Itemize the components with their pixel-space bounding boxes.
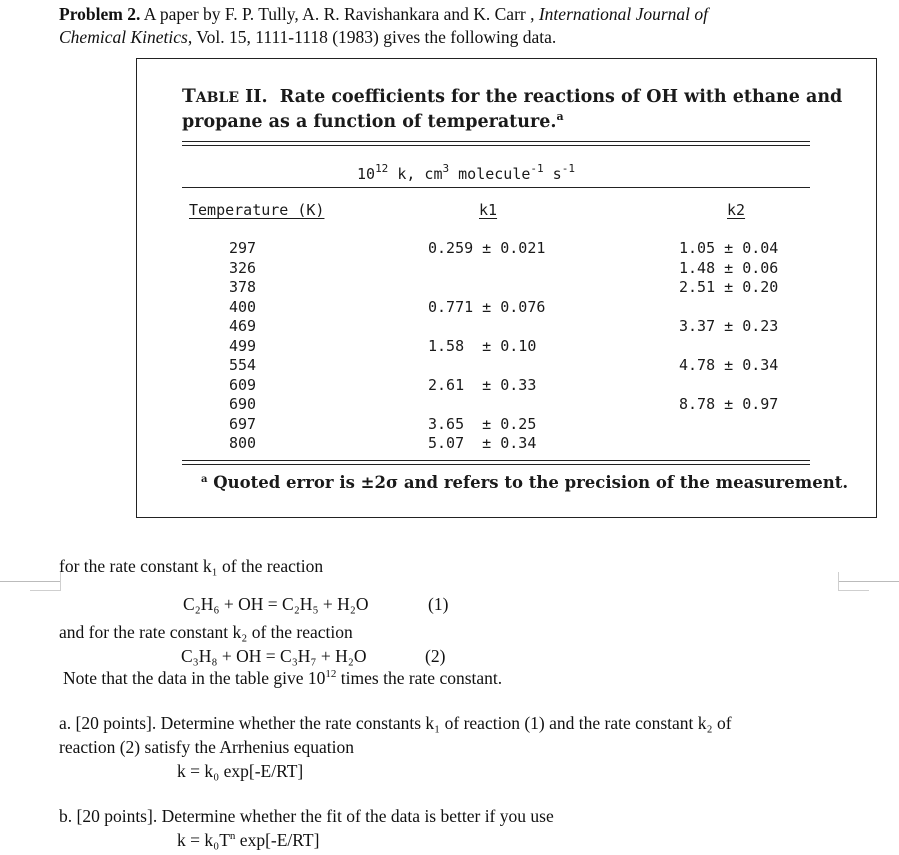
k1-value: 2.61 ± 0.33 [428, 375, 537, 394]
problem-label: Problem 2. [59, 4, 141, 24]
caption-text-1: Rate coefficients for the reactions of OH with ethane and [279, 87, 843, 107]
table-unit-line: $10^{12}$ k, $cm^3$ molecule$^{-1}$ $s^{-1}$ [357, 162, 575, 183]
journal-name-2: Chemical Kinetics [59, 27, 188, 47]
k1-value: 1.58 ± 0.10 [428, 336, 537, 355]
table-footnote [201, 473, 848, 492]
caption-label-t: T [182, 86, 196, 107]
table-bottom-rule-1 [182, 460, 810, 461]
k1-value: 5.07 ± 0.34 [428, 434, 537, 452]
caption-label-num: II. [245, 87, 268, 107]
k2-value: 4.78 ± 0.34 [679, 356, 779, 374]
temperature-value: 697 [229, 414, 257, 433]
equation-a: k = k₀ exp[-E/RT] [177, 761, 304, 781]
k1-value: 0.259 ± 0.021 [428, 239, 546, 257]
table-caption-line1 [182, 86, 842, 107]
part-a-line2: reaction (2) satisfy the Arrhenius equation [59, 737, 354, 757]
reaction-2: C₃H₈ + OH = C₃H₇ + H₂O [181, 646, 367, 666]
reaction-2-number: (2) [425, 646, 446, 666]
k1-value: 3.65 ± 0.25 [428, 414, 537, 433]
footnote-text: Quoted error is ±2σ and refers to the precision of the measurement. [213, 473, 849, 492]
temperature-value: 690 [229, 395, 257, 413]
temperature-value: 469 [229, 317, 257, 335]
problem-intro-line2 [59, 27, 556, 48]
temperature-value: 800 [229, 434, 257, 452]
margin-corner-right [838, 572, 869, 591]
k2-value: 1.48 ± 0.06 [679, 258, 779, 277]
table-caption-line2 [182, 110, 564, 132]
temperature-value: 326 [229, 258, 257, 277]
reaction-1-number: (1) [428, 594, 449, 614]
intro-text-1: A paper by F. P. Tully, A. R. Ravishankara and K. Carr , [143, 4, 535, 24]
k1-value: 0.771 ± 0.076 [428, 297, 546, 316]
intro-text-2: , Vol. 15, 1111-1118 (1983) gives the following data. [187, 27, 557, 47]
temperature-value: 378 [229, 278, 257, 296]
caption-label-rest: ABLE [195, 90, 239, 106]
reaction-1: C₂H₆ + OH = C₂H₅ + H₂O [183, 594, 369, 614]
part-a-line1: a. [20 points]. Determine whether the rate constants k₁ of reaction (1) and the rate constant k₂ of [59, 713, 732, 733]
k2-value: 8.78 ± 0.97 [679, 395, 779, 413]
temperature-value: 297 [229, 239, 257, 257]
col-header-k2: k2 [727, 201, 746, 219]
part-b-line1: b. [20 points]. Determine whether the fit of the data is better if you use [59, 806, 554, 826]
temperature-column [229, 239, 256, 454]
table-top-rule-2 [182, 145, 810, 146]
table-top-rule-1 [182, 141, 810, 142]
temperature-value: 499 [229, 336, 257, 355]
temperature-value: 400 [229, 297, 257, 316]
margin-corner-left [30, 572, 61, 591]
caption-text-2: propane as a function of temperature. [182, 112, 557, 132]
col-header-k1: k1 [479, 201, 498, 219]
equation-b: $k = k_0T^n$ exp[-E/RT] [177, 830, 320, 850]
col-header-temperature: Temperature (K) [189, 201, 325, 219]
footnote-mark: a [201, 474, 208, 485]
problem-intro-line1 [59, 4, 708, 25]
k2-value: 3.37 ± 0.23 [679, 317, 779, 335]
rate-table-figure [136, 58, 877, 518]
k2-value: 1.05 ± 0.04 [679, 239, 779, 257]
temperature-value: 554 [229, 356, 257, 374]
temperature-value: 609 [229, 375, 257, 394]
note-line: Note that the data in the table give $10^{12}$ times the rate constant. [63, 668, 503, 688]
table-header-rule [182, 187, 810, 188]
rate-k1-text: for the rate constant k₁ of the reaction [59, 556, 324, 576]
k2-value: 2.51 ± 0.20 [679, 278, 779, 296]
journal-name-1: International Journal of [538, 4, 709, 24]
rate-k2-text: and for the rate constant k₂ of the reaction [59, 622, 353, 642]
caption-footnote-mark: a [556, 110, 564, 123]
table-bottom-rule-2 [182, 464, 810, 465]
